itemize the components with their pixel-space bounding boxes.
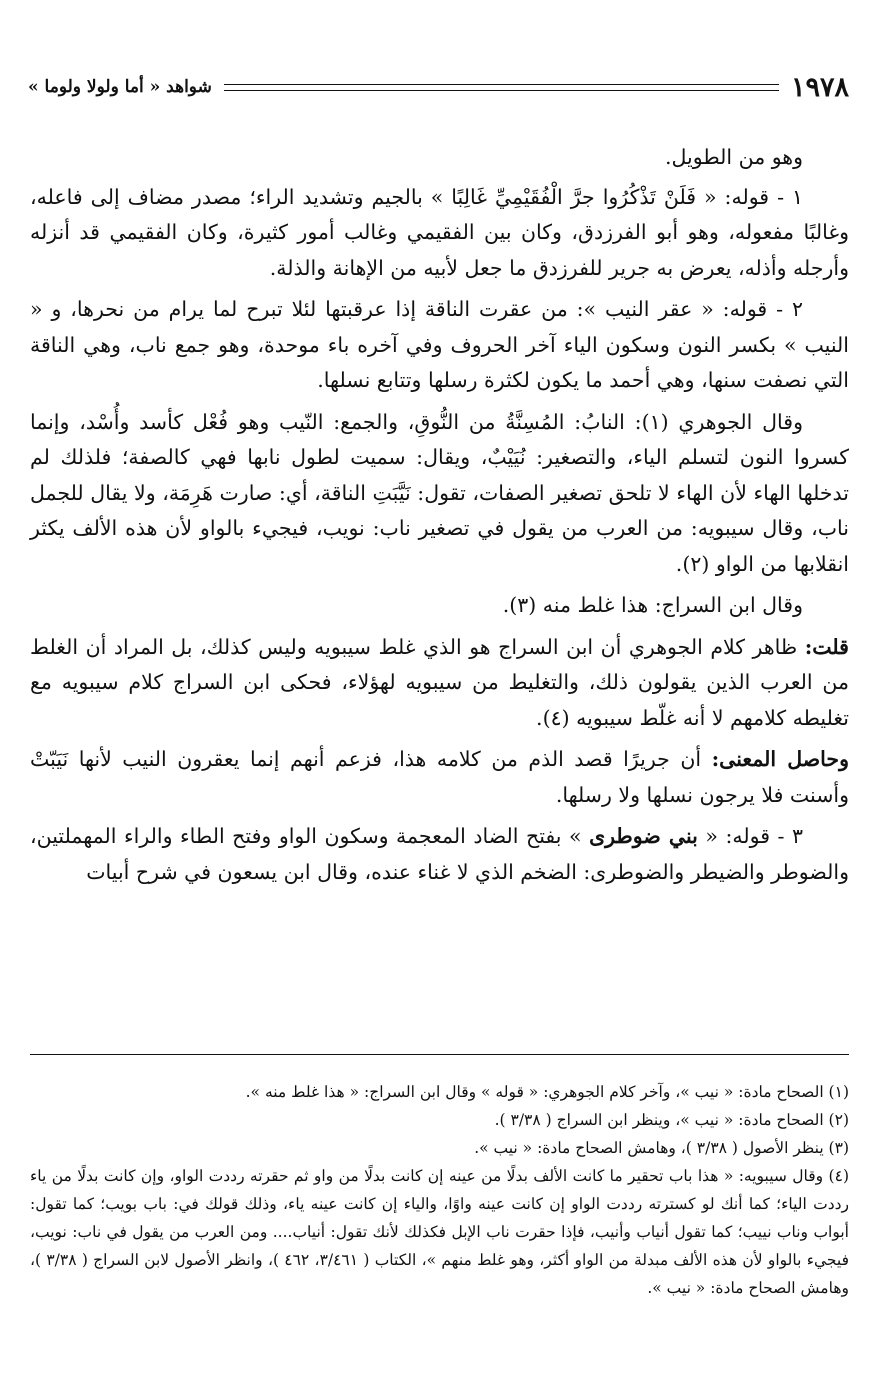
page-number: ١٩٧٨ (790, 71, 849, 103)
paragraph-verse-2: ٢ - قوله: « عقر النيب »: من عقرت الناقة إذا عرقبتها لئلا تبرح لما يرام من نحرها، و « النيب » بكسر النون وسكون الياء آخر الحروف وفي آخره باء موحدة، وهو جمع ناب، وهي الناقة التي نصفت سنها، وهي أحمد ما يكون لكثرة رسلها وتتابع نسلها. (30, 297, 849, 392)
verse-3-lead: بني ضوطرى (589, 824, 698, 848)
paragraph-meter: وهو من الطويل. (664, 145, 803, 169)
footnote-3: (٣) ينظر الأصول ( ٣/٣٨ )، وهامش الصحاح مادة: « نيب ». (474, 1139, 849, 1157)
paragraph-qultu (30, 630, 849, 737)
footnote-4: (٤) وقال سيبويه: « هذا باب تحقير ما كانت الألف بدلًا من عينه إن كانت بدلًا من واو ثم حقرته رددت الواو، وإن كانت بدلًا من ياء رددت الياء؛ كما أنك لو كسترته رددت الواو إن كانت عينه واوًا، والياء إن كانت عينه ياء، وذلك قولك في: باب بويب؛ كما تقول: أبواب وناب نييب؛ كما تقول أنياب وأنيب، فإذا حقرت ناب الإبل فكذلك لأنك تقول: أنياب.... ومن العرب من يقول في ناب: نويب، فيجيء بالواو لأن هذه الألف مبدلة من الواو أكثر، وهو غلط منهم »، الكتاب ( ٣/٤٦١، ٤٦٢ )، وانظر الأصول لابن السراج ( ٣/٣٨ )، وهامش الصحاح مادة: « نيب ». (30, 1167, 849, 1297)
header-double-rule (224, 84, 779, 91)
main-text (30, 140, 849, 896)
paragraph-verse-1: ١ - قوله: « فَلَنْ تَذْكُرُوا جرَّ الْفُقَيْمِيِّ غَالِبًا » بالجيم وتشديد الراء؛ مصدر مضاف إلى فاعله، وغالبًا مفعوله، وهو أبو الفرزدق، وكان بين الفقيمي وغالب أمور كثيرة، وكان الفقيمي قد أنزله وأرجله وأذله، يعرض به جرير للفرزدق ما جعل لأبيه من الإهانة والذلة. (30, 184, 849, 280)
paragraph-jawhari: وقال الجوهري (١): النابُ: المُسِنَّةُ من النُّوقِ، والجمع: النّيب وهو فُعْل كأسد وأُسْد، وإنما كسروا النون لتسلم الياء، والتصغير: نُيَيْبٌ، ويقال: سميت لطول نابها فهي كالصفة؛ فلذلك لم تدخلها الهاء لأن الهاء لا تلحق تصغير الصفات، تقول: نَيَّبَتِ الناقة، أي: صارت هَرِمَة، ولا يقال للجمل ناب، وقال سيبويه: من العرب من يقول في تصغير ناب: نويب، فيجيء بالواو لأن هذه الألف يكثر انقلابها من الواو (٢). (30, 409, 849, 576)
verse-3-prefix: ٣ - قوله: « (697, 824, 803, 848)
running-title: شواهد « أما ولولا ولوما » (28, 77, 212, 97)
paragraph-meaning (30, 742, 849, 813)
qultu-text: ظاهر كلام الجوهري أن ابن السراج هو الذي غلط سيبويه وليس كذلك، بل المراد أن الغلط من العرب الذين يقولون ذلك، والتغليط من سيبويه لهؤلاء، فحكى ابن السراج كلام سيبويه مع تغليطه كلامهم لا أنه غلّط سيبويه (٤). (30, 634, 849, 730)
footnotes (30, 1078, 849, 1302)
footnote-1: (١) الصحاح مادة: « نيب »، وآخر كلام الجوهري: « قوله » وقال ابن السراج: « هذا غلط منه ». (245, 1083, 849, 1101)
paragraph-ibn-sarraj: وقال ابن السراج: هذا غلط منه (٣). (502, 593, 803, 617)
footnote-divider (30, 1054, 849, 1055)
paragraph-verse-3 (30, 819, 849, 890)
verse-3-text: » بفتح الضاد المعجمة وسكون الواو وفتح الطاء والراء المهملتين، والضوطر والضيطر والضوطرى: الضخم الذي لا غناء عنده، وقال ابن يسعون في شرح أبيات (30, 824, 849, 884)
meaning-lead: وحاصل المعنى: (711, 747, 849, 771)
footnote-2: (٢) الصحاح مادة: « نيب »، وينظر ابن السراج ( ٣/٣٨ ). (494, 1111, 849, 1129)
page-header (28, 70, 849, 104)
meaning-text: أن جريرًا قصد الذم من كلامه هذا، فزعم أنهم إنما يعقرون النيب لأنها نَيَبّتْ وأسنت فلا يرجون نسلها ولا رسلها. (30, 747, 849, 807)
qultu-lead: قلت: (804, 634, 849, 659)
